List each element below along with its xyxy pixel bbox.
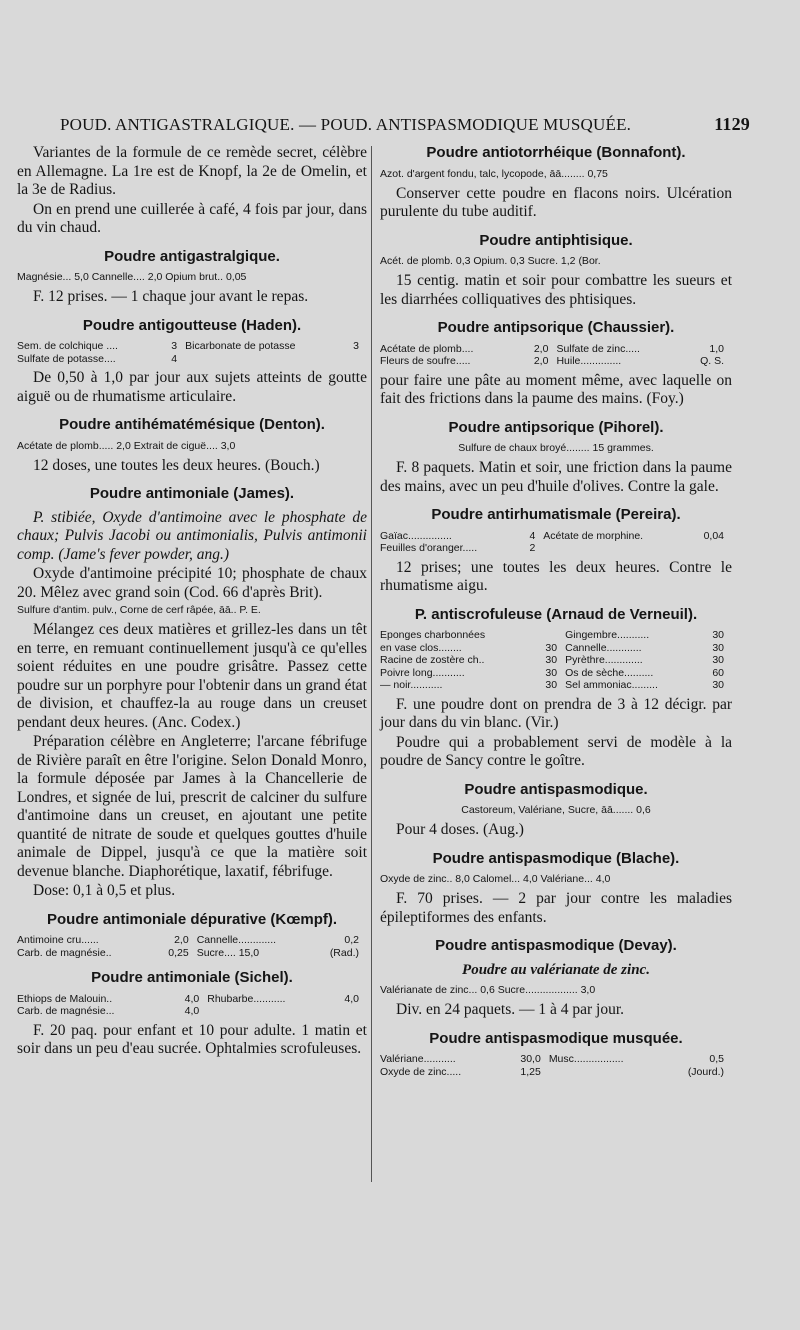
ingredient: Eponges charbonnées	[380, 629, 486, 641]
text-antirhumatismale: 12 prises; une toutes les deux heures. Contre le rhumatisme aigu.	[380, 558, 732, 594]
ingredient: Fleurs de soufre.....	[380, 355, 471, 367]
formula-row	[380, 355, 732, 368]
ingredient: Carb. de magnésie...	[17, 1005, 115, 1017]
ingredient: Cannelle.............	[196, 934, 277, 946]
quantity: 30	[545, 679, 558, 691]
quantity: 30	[712, 641, 724, 654]
formula-antiscrofuleuse	[380, 629, 732, 692]
heading-antimoniale-sichel: Poudre antimoniale (Sichel).	[91, 969, 293, 986]
quantity: 1,0	[709, 342, 724, 355]
heading-antispasmodique-blache: Poudre antispasmodique (Blache).	[432, 849, 680, 867]
ingredient: Sulfate de zinc.....	[556, 342, 640, 355]
formula-row	[17, 947, 367, 960]
ingredient: Pyrèthre.............	[565, 654, 643, 666]
quantity	[347, 353, 367, 366]
formula-row	[17, 934, 367, 947]
heading-antispasmodique-musquee: Poudre antispasmodique musquée.	[429, 1029, 683, 1047]
formula-antipsorique-pihorel: Sulfure de chaux broyé........ 15 grammes.	[458, 442, 654, 454]
ingredient: Acétate de morphine.	[543, 529, 644, 542]
ingredient: Antimoine cru......	[17, 934, 99, 946]
quantity: 0,04	[703, 529, 724, 542]
column-divider	[371, 146, 372, 1182]
ingredient: Os de sèche..........	[565, 666, 654, 679]
formula-row	[17, 340, 367, 353]
heading-antimoniale-james: Poudre antimoniale (James).	[89, 485, 295, 502]
formula-row	[17, 353, 367, 366]
quantity: 30	[545, 641, 558, 654]
heading-antispasmodique-devay: Poudre antispasmodique (Devay).	[435, 937, 677, 954]
ingredient: Musc.................	[548, 1053, 624, 1065]
quantity: 0,5	[709, 1053, 724, 1065]
formula-antirhumatismale	[380, 530, 732, 555]
formula-antispasmodique-devay: Valérianate de zinc... 0,6 Sucre.................. 3,0	[380, 984, 596, 996]
formula-row	[17, 993, 367, 1006]
formula-antihematemesique: Acétate de plomb..... 2,0 Extrait de ciguë.... 3,0	[17, 439, 236, 452]
intro-paragraph: Variantes de la formule de ce remède secret, célèbre en Allemagne. La 1re est de Knopf, la 2e de Omelin, et la 3e de Radius.	[17, 144, 367, 198]
ingredient: Sel ammoniac.........	[565, 679, 658, 691]
text-antipsorique-chaussier: pour faire une pâte au moment même, avec laquelle on fait des frictions dans la paume des mains. (Foy.)	[380, 371, 732, 407]
text-antimoniale-history: Préparation célèbre en Angleterre; l'arcane fébrifuge de Rivière paraît en être l'origine. Selon Donald Monro, la formule déposée par James à la Chancellerie de Londres, et signée de lui, prescrit de calciner du sulfure d'antimoine dans un creuset, en ajoutant une petite quantité de nitrate de soude et quelques gouttes d'huile animale de Dippel, jusqu'à ce que la matière soit devenue blanche. Diaphorétique, laxatif, fébrifuge.	[17, 733, 367, 880]
quantity: 4	[529, 529, 536, 542]
subheading-antispasmodique-devay: Poudre au valérianate de zinc.	[462, 961, 650, 978]
quantity	[536, 629, 565, 642]
formula-row	[380, 1066, 732, 1079]
ingredient: Acétate de plomb....	[380, 342, 474, 355]
ingredient: Rhubarbe...........	[207, 992, 286, 1005]
text-antimoniale-synonyms: P. stibiée, Oxyde d'antimoine avec le phosphate de chaux; Pulvis Jacobi ou antimonialis, Pulvis antimonii comp. (Jame's fever powder, ang.)	[17, 508, 367, 563]
formula-row	[380, 667, 732, 680]
text-antispasmodique-blache: F. 70 prises. — 2 par jour contre les maladies épileptiformes des enfants.	[380, 890, 732, 926]
quantity: 3	[353, 340, 359, 352]
ingredient: Sulfate de potasse....	[17, 352, 116, 365]
heading-antiscrofuleuse: P. antiscrofuleuse (Arnaud de Verneuil).	[414, 605, 698, 623]
formula-antimoniale-sichel	[17, 993, 367, 1018]
heading-antipsorique-pihorel: Poudre antipsorique (Pihorel).	[448, 418, 664, 436]
quantity: Q. S.	[700, 355, 724, 367]
text-antimoniale-preparation: Mélangez ces deux matières et grillez-les dans un têt en terre, en remuant continuellement jusqu'à ce qu'elles soient réduites en une poudre grisâtre. Passez cette poudre sur un porphyre pour l'obtenir dans un grand état de division, et chauffez-la au rouge dans un creuset pendant deux heures. (Anc. Codex.)	[17, 621, 367, 731]
running-title: POUD. ANTIGASTRALGIQUE. — POUD. ANTISPASMODIQUE MUSQUÉE.	[60, 115, 632, 134]
ingredient	[207, 1005, 331, 1018]
heading-antispasmodique: Poudre antispasmodique.	[464, 780, 648, 798]
formula-antispasmodique-musquee	[380, 1053, 732, 1078]
quantity: 4,0	[184, 992, 200, 1005]
formula-antipsorique-chaussier	[380, 343, 732, 368]
formula-antispasmodique: Castoreum, Valériane, Sucre, āā....... 0,6	[461, 804, 651, 816]
ingredient: Poivre long...........	[380, 666, 465, 679]
ingredient: Huile..............	[556, 355, 622, 367]
heading-antiotorrheique: Poudre antiotorrhéique (Bonnafont).	[426, 144, 686, 161]
formula-antiphtisique: Acét. de plomb. 0,3 Opium. 0,3 Sucre. 1,2 (Bor.	[380, 255, 601, 267]
ingredient: Gaïac...............	[380, 529, 452, 542]
text-antigastralgique: F. 12 prises. — 1 chaque jour avant le repas.	[33, 288, 309, 305]
left-column	[17, 144, 367, 1060]
ingredient	[543, 542, 690, 555]
formula-antimoniale-james: Sulfure d'antim. pulv., Corne de cerf râpée, āā.. P. E.	[17, 604, 261, 616]
quantity: 4	[171, 352, 178, 365]
ingredient: Feuilles d'oranger.....	[380, 542, 478, 554]
heading-antipsorique-chaussier: Poudre antipsorique (Chaussier).	[437, 319, 675, 336]
ingredient	[185, 353, 347, 366]
formula-row	[380, 679, 732, 692]
quantity: 2,0	[174, 934, 189, 946]
text-antigoutteuse: De 0,50 à 1,0 par jour aux sujets atteints de goutte aiguë ou de rhumatisme articulaire.	[17, 369, 367, 405]
quantity	[331, 1005, 367, 1018]
heading-antiphtisique: Poudre antiphtisique.	[479, 231, 633, 249]
text-antispasmodique-devay: Div. en 24 paquets. — 1 à 4 par jour.	[396, 1001, 625, 1018]
ingredient: Ethiops de Malouin..	[17, 992, 113, 1005]
formula-row	[17, 1005, 367, 1018]
heading-antihematemesique: Poudre antihématémésique (Denton).	[59, 416, 325, 433]
ingredient: Carb. de magnésie..	[17, 946, 112, 959]
quantity: 30,0	[520, 1053, 541, 1065]
text-antiphtisique: 15 centig. matin et soir pour combattre les sueurs et les diarrhées colliquatives des phtisiques.	[380, 272, 732, 308]
right-column	[380, 144, 732, 1082]
text-antispasmodique: Pour 4 doses. (Aug.)	[396, 821, 524, 838]
quantity: 3	[171, 340, 178, 352]
quantity: (Jourd.)	[687, 1065, 724, 1078]
formula-row	[380, 629, 732, 642]
formula-antigastralgique: Magnésie... 5,0 Cannelle.... 2,0 Opium brut.. 0,05	[17, 271, 247, 283]
running-header	[60, 114, 750, 135]
text-antimoniale-dose: Dose: 0,1 à 0,5 et plus.	[33, 882, 176, 899]
formula-row	[380, 642, 732, 655]
intro-dose-paragraph: On en prend une cuillerée à café, 4 fois par jour, dans du vin chaud.	[17, 200, 367, 236]
text-antiotorrheique: Conserver cette poudre en flacons noirs. Ulcération purulente du tube auditif.	[380, 184, 732, 220]
ingredient: Valériane...........	[380, 1053, 456, 1065]
text-antiscrofuleuse-dose: F. une poudre dont on prendra de 3 à 12 décigr. par jour dans du vin blanc. (Vir.)	[380, 695, 732, 731]
heading-antigoutteuse: Poudre antigoutteuse (Haden).	[82, 316, 302, 334]
formula-row	[380, 542, 732, 555]
formula-row	[380, 654, 732, 667]
text-antipsorique-pihorel: F. 8 paquets. Matin et soir, une friction dans la paume des mains, avec un peu d'huile d'olives. Contre la gale.	[380, 459, 732, 495]
ingredient: en vase clos........	[380, 641, 462, 654]
quantity: 60	[712, 666, 724, 679]
ingredient	[549, 1066, 664, 1079]
ingredient: Gingembre...........	[565, 629, 650, 641]
formula-antiotorrheique: Azot. d'argent fondu, talc, lycopode, āā........ 0,75	[380, 167, 608, 180]
quantity	[690, 542, 732, 555]
formula-row	[380, 1053, 732, 1066]
formula-antispasmodique-blache: Oxyde de zinc.. 8,0 Calomel... 4,0 Valériane... 4,0	[380, 873, 611, 885]
quantity: 30	[545, 666, 558, 679]
formula-row	[380, 530, 732, 543]
heading-antirhumatismale: Poudre antirhumatismale (Pereira).	[431, 506, 681, 523]
quantity: 30	[712, 654, 724, 666]
text-antiscrofuleuse-note: Poudre qui a probablement servi de modèle à la poudre de Sancy contre le goître.	[380, 733, 732, 769]
formula-row	[380, 343, 732, 356]
text-antimoniale-composition: Oxyde d'antimoine précipité 10; phosphate de chaux 20. Mêlez avec grand soin (Cod. 66 d'après Brit).	[17, 565, 367, 601]
quantity: 30	[712, 629, 724, 641]
formula-antimoniale-depurative	[17, 934, 367, 959]
quantity: (Rad.)	[329, 946, 359, 959]
ingredient: Sucre.... 15,0	[196, 946, 260, 959]
formula-antigoutteuse	[17, 340, 367, 365]
quantity: 2	[529, 542, 536, 554]
ingredient: — noir...........	[380, 679, 443, 691]
quantity: 1,25	[520, 1065, 541, 1078]
quantity: 0,25	[168, 946, 189, 959]
ingredient: Racine de zostère ch..	[380, 654, 485, 666]
quantity: 2,0	[533, 355, 549, 367]
quantity: 2,0	[533, 342, 549, 355]
quantity: 4,0	[344, 992, 359, 1005]
ingredient: Bicarbonate de potasse	[185, 340, 296, 352]
quantity: 30	[712, 679, 724, 691]
quantity: 30	[545, 654, 558, 666]
ingredient: Oxyde de zinc.....	[380, 1065, 462, 1078]
quantity: 0,2	[344, 934, 359, 946]
quantity: 4,0	[184, 1005, 200, 1017]
page-number: 1129	[714, 114, 750, 134]
heading-antigastralgique: Poudre antigastralgique.	[104, 247, 280, 265]
heading-antimoniale-depurative: Poudre antimoniale dépurative (Kœmpf).	[46, 910, 338, 928]
text-antihematemesique: 12 doses, une toutes les deux heures. (Bouch.)	[33, 456, 320, 474]
text-antimoniale-sichel: F. 20 paq. pour enfant et 10 pour adulte. 1 matin et soir dans un peu d'eau sucrée. Ophtalmies scrofuleuses.	[17, 1021, 367, 1057]
ingredient: Cannelle............	[565, 641, 642, 654]
ingredient: Sem. de colchique ....	[17, 340, 118, 352]
